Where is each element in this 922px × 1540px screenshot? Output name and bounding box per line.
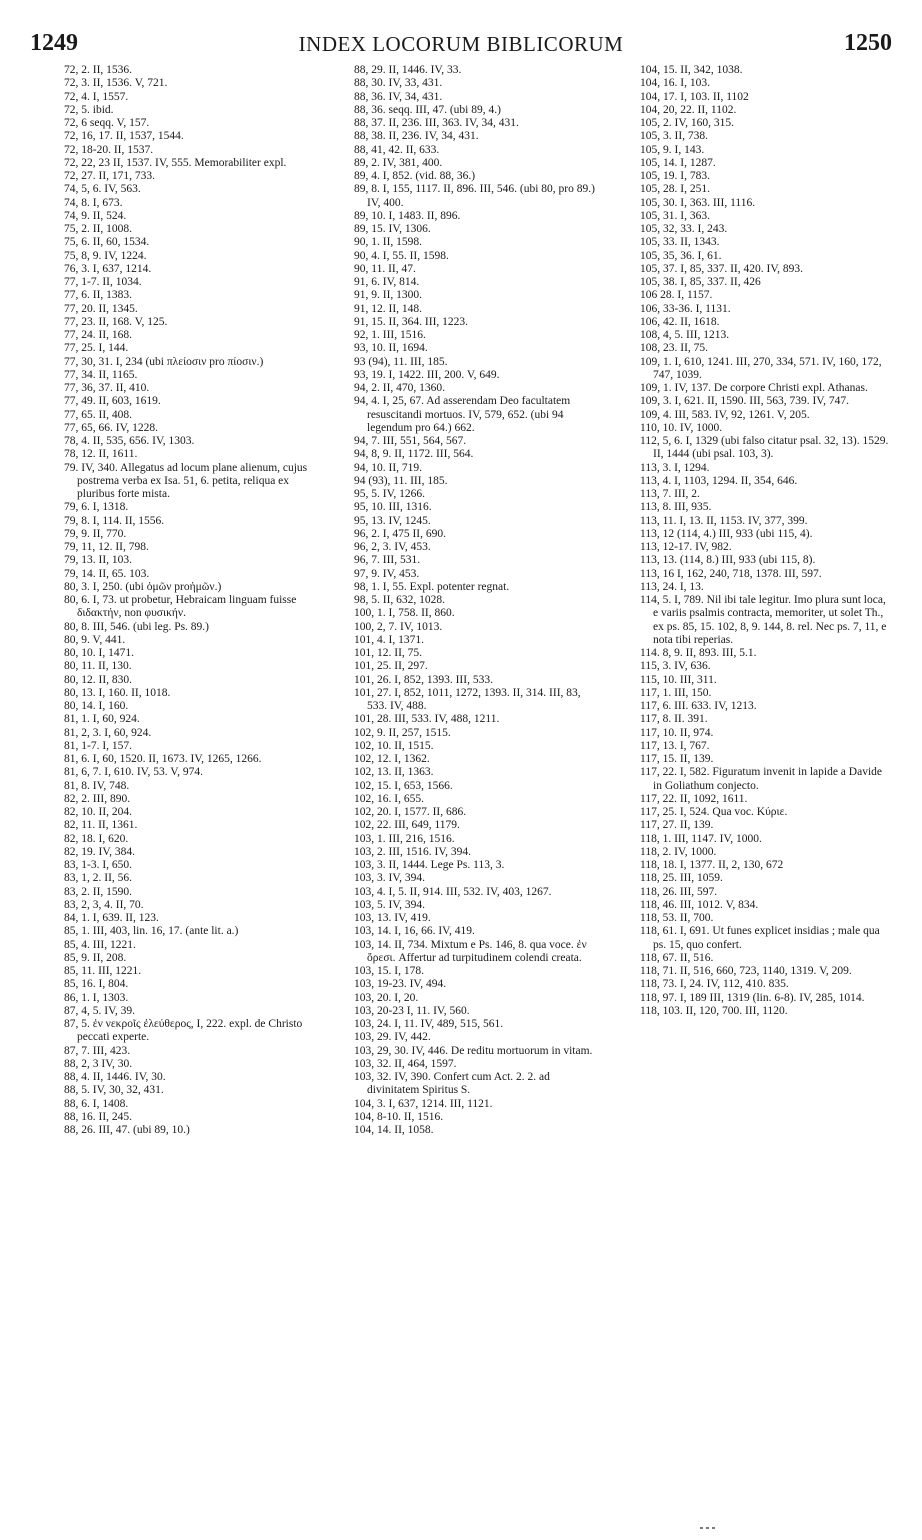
index-entry: 79, 9. II, 770. xyxy=(64,527,127,540)
index-entry: 82, 19. IV, 384. xyxy=(64,845,136,858)
index-entry: 97, 9. IV, 453. xyxy=(354,567,420,580)
index-entry: 80, 12. II, 830. xyxy=(64,673,133,686)
index-entry: 118, 61. I, 691. Ut funes explicet insidias ; male qua ps. 15, quo confert. xyxy=(640,925,880,951)
index-entry: 91, 12. II, 148. xyxy=(354,302,423,315)
index-entry: 85, 16. I, 804. xyxy=(64,978,129,991)
index-entry: 75, 2. II, 1008. xyxy=(64,223,133,235)
index-entry: 118, 67. II, 516. xyxy=(640,951,714,964)
index-entry: 113, 12-17. IV, 982. xyxy=(640,541,732,553)
index-entry: 82, 2. III, 890. xyxy=(64,792,131,805)
index-entry: 72, 22, 23 II, 1537. IV, 555. Memorabiliter expl. xyxy=(64,156,287,169)
index-entry: 109, 1. IV, 137. De corpore Christi expl. Athanas. xyxy=(640,382,868,394)
index-entry: 118, 73. I, 24. IV, 112, 410. 835. xyxy=(640,978,789,991)
index-entry: 77, 65. II, 408. xyxy=(64,408,133,421)
index-entry: 77, 6. II, 1383. xyxy=(64,289,133,302)
index-entry: 83, 1, 2. II, 56. xyxy=(64,872,133,885)
index-entry: 105, 30. I, 363. III, 1116. xyxy=(640,196,756,209)
index-entry: 117, 10. II, 974. xyxy=(640,726,714,739)
index-entry: 105, 37. I, 85, 337. II, 420. IV, 893. xyxy=(640,262,804,275)
index-entry: 76, 3. I, 637, 1214. xyxy=(64,262,152,275)
index-entry: 117, 22. II, 1092, 1611. xyxy=(640,792,748,805)
index-entry: 88, 16. II, 245. xyxy=(64,1110,133,1123)
index-entry: 94, 2. II, 470, 1360. xyxy=(354,382,446,394)
index-entry: 93, 19. I, 1422. III, 200. V, 649. xyxy=(354,368,500,381)
index-entry: 94, 7. III, 551, 564, 567. xyxy=(354,435,467,447)
index-entry: 82, 10. II, 204. xyxy=(64,806,133,818)
index-entry: 101, 26. I, 852, 1393. III, 533. xyxy=(354,673,493,686)
index-entry: 72, 4. I, 1557. xyxy=(64,90,129,103)
index-entry: 102, 16. I, 655. xyxy=(354,792,424,805)
index-entry: 91, 6. IV, 814. xyxy=(354,276,420,288)
index-entry: 72, 18-20. II, 1537. xyxy=(64,143,154,156)
index-entry: 74, 5, 6. IV, 563. xyxy=(64,183,141,196)
index-entry: 75, 8, 9. IV, 1224. xyxy=(64,249,147,262)
index-entry: 94, 4. I, 25, 67. Ad asserendam Deo facultatem resuscitandi mortuos. IV, 579, 652. (ubi 94 legendum pro 64.) 662. xyxy=(354,395,571,434)
index-entry: 117, 27. II, 139. xyxy=(640,819,714,832)
index-entry: 88, 2, 3 IV, 30. xyxy=(64,1057,133,1070)
index-entry: 117, 13. I, 767. xyxy=(640,739,710,752)
index-entry: 80, 6. I, 73. ut probetur, Hebraicam linguam fuisse διδακτήν, non φυσικήν. xyxy=(64,594,297,620)
index-entry: 110, 10. IV, 1000. xyxy=(640,421,723,434)
index-entry: 88, 26. III, 47. (ubi 89, 10.) xyxy=(64,1124,190,1136)
index-entry: 95, 13. IV, 1245. xyxy=(354,514,431,527)
index-entry: 77, 24. II, 168. xyxy=(64,329,133,341)
index-entry: 112, 5, 6. I, 1329 (ubi falso citatur psal. 32, 13). 1529. II, 1444 (ubi psal. 103, 3). xyxy=(640,435,889,461)
index-entry: 85, 11. III, 1221. xyxy=(64,965,142,977)
index-entry: 118, 71. II, 516, 660, 723, 1140, 1319. V, 209. xyxy=(640,965,852,977)
index-entry: 77, 49. II, 603, 1619. xyxy=(64,395,161,408)
index-entry: 105, 38. I, 85, 337. II, 426 xyxy=(640,276,761,288)
index-entry: 77, 36, 37. II, 410. xyxy=(64,382,150,394)
index-column-1 xyxy=(64,64,312,1504)
index-entry: 85, 9. II, 208. xyxy=(64,951,127,964)
index-entry: 87, 7. III, 423. xyxy=(64,1044,131,1057)
index-entry: 81, 6. I, 60, 1520. II, 1673. IV, 1265, 1266. xyxy=(64,753,262,765)
index-entry: 89, 10. I, 1483. II, 896. xyxy=(354,209,461,222)
index-entry: 83, 2, 3, 4. II, 70. xyxy=(64,898,144,911)
index-entry: 105, 14. I, 1287. xyxy=(640,156,716,169)
index-entry: 104, 16. I, 103. xyxy=(640,77,710,90)
index-entry: 92, 1. III, 1516. xyxy=(354,329,426,341)
page-title: INDEX LOCORUM BIBLICORUM xyxy=(298,32,624,56)
index-entry: 100, 2, 7. IV, 1013. xyxy=(354,620,443,633)
index-entry: 80, 14. I, 160. xyxy=(64,700,129,712)
index-entry: 113, 24. I, 13. xyxy=(640,580,704,593)
index-entry: 118, 97. I, 189 III, 1319 (lin. 6-8). IV, 285, 1014. xyxy=(640,991,865,1004)
index-entry: 102, 9. II, 257, 1515. xyxy=(354,726,451,739)
index-entry: 88, 36. IV, 34, 431. xyxy=(354,90,443,103)
index-entry: 87, 5. ἐν νεκροῖς ἐλεύθερος, I, 222. expl. de Christo peccati experte. xyxy=(64,1018,303,1044)
index-entry: 105, 32, 33. I, 243. xyxy=(640,223,728,235)
index-entry: 113, 13. (114, 8.) III, 933 (ubi 115, 8). xyxy=(640,554,816,567)
index-entry: 77, 20. II, 1345. xyxy=(64,302,138,315)
index-entry: 94 (93), 11. III, 185. xyxy=(354,474,448,487)
index-entry: 118, 18. I, 1377. II, 2, 130, 672 xyxy=(640,859,784,871)
index-entry: 109, 4. III, 583. IV, 92, 1261. V, 205. xyxy=(640,408,810,421)
index-entry: 103, 5. IV, 394. xyxy=(354,898,426,911)
index-entry: 90, 4. I, 55. II, 1598. xyxy=(354,249,449,262)
index-entry: 80, 3. I, 250. (ubi ὁμῶν proἡμῶν.) xyxy=(64,580,222,593)
index-entry: 103, 20. I, 20. xyxy=(354,991,419,1004)
index-entry: 88, 37. II, 236. III, 363. IV, 34, 431. xyxy=(354,117,519,129)
index-entry: 77, 23. II, 168. V, 125. xyxy=(64,315,168,328)
index-entry: 72, 27. II, 171, 733. xyxy=(64,170,156,182)
index-entry: 113, 11. I, 13. II, 1153. IV, 377, 399. xyxy=(640,514,808,527)
index-entry: 88, 30. IV, 33, 431. xyxy=(354,77,443,90)
index-entry: 102, 22. III, 649, 1179. xyxy=(354,819,460,832)
index-entry: 88, 41, 42. II, 633. xyxy=(354,143,440,156)
index-entry: 102, 15. I, 653, 1566. xyxy=(354,779,453,792)
index-entry: 102, 10. II, 1515. xyxy=(354,739,434,752)
index-entry: 83, 2. II, 1590. xyxy=(64,885,133,898)
index-entry: 103, 3. IV, 394. xyxy=(354,872,426,885)
index-entry: 109, 1. I, 610, 1241. III, 270, 334, 571. IV, 160, 172, 747, 1039. xyxy=(640,355,882,381)
index-entry: 79, 8. I, 114. II, 1556. xyxy=(64,514,165,527)
index-entry: 103, 13. IV, 419. xyxy=(354,912,431,924)
index-entry: 102, 20. I, 1577. II, 686. xyxy=(354,806,467,818)
index-entry: 88, 4. II, 1446. IV, 30. xyxy=(64,1071,166,1083)
index-entry: 100, 1. I, 758. II, 860. xyxy=(354,607,455,620)
index-entry: 103, 20-23 I, 11. IV, 560. xyxy=(354,1004,470,1017)
index-entry: 105, 3. II, 738. xyxy=(640,130,709,143)
index-column-3 xyxy=(640,64,890,1504)
index-entry: 81, 6, 7. I, 610. IV, 53. V, 974. xyxy=(64,766,203,779)
index-entry: 105, 9. I, 143. xyxy=(640,143,705,156)
index-entry: 102, 12. I, 1362. xyxy=(354,753,430,765)
index-entry: 103, 19-23. IV, 494. xyxy=(354,978,447,991)
index-entry: 91, 15. II, 364. III, 1223. xyxy=(354,315,469,328)
index-entry: 103, 29, 30. IV, 446. De reditu mortuorum in vitam. xyxy=(354,1044,593,1057)
index-entry: 80, 10. I, 1471. xyxy=(64,647,134,659)
index-entry: 113, 4. I, 1103, 1294. II, 354, 646. xyxy=(640,474,798,487)
index-entry: 88, 38. II, 236. IV, 34, 431. xyxy=(354,130,479,143)
index-entry: 108, 23. II, 75. xyxy=(640,342,709,355)
index-entry: 113, 3. I, 1294. xyxy=(640,461,710,474)
index-entry: 101, 27. I, 852, 1011, 1272, 1393. II, 314. III, 83, 533. IV, 488. xyxy=(354,686,581,712)
index-entry: 79, 13. II, 103. xyxy=(64,554,133,567)
index-entry: 113, 12 (114, 4.) III, 933 (ubi 115, 4). xyxy=(640,527,813,540)
index-entry: 106 28. I, 1157. xyxy=(640,289,713,302)
index-entry: 79, 14. II, 65. 103. xyxy=(64,567,150,580)
index-entry: 105, 33. II, 1343. xyxy=(640,236,720,249)
index-entry: 79, 11, 12. II, 798. xyxy=(64,541,149,553)
index-entry: 101, 28. III, 533. IV, 488, 1211. xyxy=(354,713,500,726)
index-entry: 88, 29. II, 1446. IV, 33. xyxy=(354,64,462,76)
index-entry: 103, 32. IV, 390. Confert cum Act. 2. 2. ad divinitatem Spiritus S. xyxy=(354,1071,550,1097)
index-entry: 90, 1. II, 1598. xyxy=(354,236,423,249)
index-entry: 103, 14. II, 734. Mixtum e Ps. 146, 8. qua voce. ἐν ὄρεσι. Affertur ad turpitudinem colendi creata. xyxy=(354,938,587,964)
index-entry: 109, 3. I, 621. II, 1590. III, 563, 739. IV, 747. xyxy=(640,395,850,408)
index-entry: 105, 2. IV, 160, 315. xyxy=(640,117,735,129)
index-entry: 91, 9. II, 1300. xyxy=(354,289,423,302)
index-entry: 89, 8. I, 155, 1117. II, 896. III, 546. (ubi 80, pro 89.) IV, 400. xyxy=(354,183,595,209)
page-number-right: 1250 xyxy=(844,30,892,56)
index-entry: 117, 1. III, 150. xyxy=(640,686,712,699)
index-entry: 102, 13. II, 1363. xyxy=(354,766,434,779)
index-entry: 80, 11. II, 130. xyxy=(64,660,132,673)
index-entry: 81, 2, 3. I, 60, 924. xyxy=(64,726,152,739)
index-entry: 77, 65, 66. IV, 1228. xyxy=(64,421,159,434)
index-entry: 74, 8. I, 673. xyxy=(64,196,123,209)
index-entry: 103, 29. IV, 442. xyxy=(354,1031,431,1044)
index-entry: 93, 10. II, 1694. xyxy=(354,342,428,355)
index-column-2 xyxy=(354,64,598,1504)
index-entry: 104, 20, 22. II, 1102. xyxy=(640,103,737,116)
page-header xyxy=(30,30,892,64)
index-entry: 117, 8. II. 391. xyxy=(640,713,708,726)
index-entry: 104, 17. I, 103. II, 1102 xyxy=(640,90,749,103)
index-entry: 77, 34. II, 1165. xyxy=(64,368,138,381)
index-entry: 96, 2, 3. IV, 453. xyxy=(354,541,431,553)
index-entry: 105, 35, 36. I, 61. xyxy=(640,249,722,262)
index-entry: 88, 5. IV, 30, 32, 431. xyxy=(64,1084,164,1097)
index-entry: 81, 8. IV, 748. xyxy=(64,779,130,792)
index-entry: 72, 16, 17. II, 1537, 1544. xyxy=(64,130,184,143)
index-entry: 93 (94), 11. III, 185. xyxy=(354,355,448,368)
index-entry: 74, 9. II, 524. xyxy=(64,209,127,222)
index-entry: 80, 13. I, 160. II, 1018. xyxy=(64,686,171,699)
index-entry: 88, 36. seqq. III, 47. (ubi 89, 4.) xyxy=(354,103,501,116)
index-entry: 72, 2. II, 1536. xyxy=(64,64,133,76)
index-entry: 101, 12. II, 75. xyxy=(354,647,423,659)
index-entry: 108, 4, 5. III, 1213. xyxy=(640,329,730,341)
index-entry: 81, 1-7. I, 157. xyxy=(64,739,133,752)
index-entry: 72, 5. ibid. xyxy=(64,103,114,116)
index-entry: 104, 15. II, 342, 1038. xyxy=(640,64,743,76)
index-entry: 117, 22. I, 582. Figuratum invenit in lapide a Davide in Goliathum conjecto. xyxy=(640,766,882,792)
index-entry: 103, 24. I, 11. IV, 489, 515, 561. xyxy=(354,1018,504,1030)
index-entry: 104, 3. I, 637, 1214. III, 1121. xyxy=(354,1097,493,1110)
index-entry: 98, 1. I, 55. Expl. potenter regnat. xyxy=(354,580,510,593)
index-entry: 80, 8. III, 546. (ubi leg. Ps. 89.) xyxy=(64,620,210,633)
index-entry: 72, 3. II, 1536. V, 721. xyxy=(64,77,168,90)
index-entry: 118, 25. III, 1059. xyxy=(640,872,723,885)
index-entry: 103, 1. III, 216, 1516. xyxy=(354,832,455,845)
index-entry: 85, 1. III, 403, lin. 16, 17. (ante lit. a.) xyxy=(64,925,239,938)
index-entry: 103, 4. I, 5. II, 914. III, 532. IV, 403, 1267. xyxy=(354,885,552,898)
index-entry: 106, 33-36. I, 1131. xyxy=(640,302,731,315)
index-entry: 113, 8. III, 935. xyxy=(640,501,712,514)
index-entry: 77, 1-7. II, 1034. xyxy=(64,276,142,288)
index-entry: 89, 4. I, 852. (vid. 88, 36.) xyxy=(354,170,476,182)
index-entry: 118, 46. III, 1012. V, 834. xyxy=(640,898,759,911)
index-entry: 96, 2. I, 475 II, 690. xyxy=(354,527,446,540)
index-entry: 98, 5. II, 632, 1028. xyxy=(354,594,446,606)
index-entry: 117, 6. III. 633. IV, 1213. xyxy=(640,700,757,712)
index-entry: 88, 6. I, 1408. xyxy=(64,1097,129,1110)
index-entry: 106, 42. II, 1618. xyxy=(640,315,720,328)
index-entry: 72, 6 seqq. V, 157. xyxy=(64,117,150,129)
index-entry: 94, 10. II, 719. xyxy=(354,461,423,474)
footer-mark xyxy=(700,1516,722,1520)
index-entry: 87, 4, 5. IV, 39. xyxy=(64,1004,136,1017)
index-entry: 104, 14. II, 1058. xyxy=(354,1124,434,1136)
index-entry: 94, 8, 9. II, 1172. III, 564. xyxy=(354,448,474,461)
index-entry: 82, 11. II, 1361. xyxy=(64,819,138,832)
index-entry: 77, 25. I, 144. xyxy=(64,342,129,355)
index-entry: 104, 8-10. II, 1516. xyxy=(354,1110,444,1123)
index-entry: 95, 5. IV, 1266. xyxy=(354,488,426,500)
index-entry: 114. 8, 9. II, 893. III, 5.1. xyxy=(640,647,757,659)
index-entry: 118, 53. II, 700. xyxy=(640,912,714,924)
index-entry: 103, 3. II, 1444. Lege Ps. 113, 3. xyxy=(354,859,505,871)
page-number-left: 1249 xyxy=(30,30,78,56)
index-entry: 86, 1. I, 1303. xyxy=(64,991,129,1004)
index-entry: 89, 2. IV, 381, 400. xyxy=(354,156,443,169)
index-entry: 80, 9. V, 441. xyxy=(64,633,126,646)
index-entry: 105, 31. I, 363. xyxy=(640,209,710,222)
index-entry: 113, 7. III, 2. xyxy=(640,488,700,500)
index-entry: 96, 7. III, 531. xyxy=(354,554,421,567)
index-entry: 118, 26. III, 597. xyxy=(640,885,718,898)
index-entry: 118, 1. III, 1147. IV, 1000. xyxy=(640,832,762,845)
index-entry: 83, 1-3. I, 650. xyxy=(64,859,133,871)
index-entry: 103, 14. I, 16, 66. IV, 419. xyxy=(354,925,475,938)
index-entry: 101, 25. II, 297. xyxy=(354,660,428,673)
index-entry: 115, 10. III, 311. xyxy=(640,673,717,686)
index-entry: 78, 4. II, 535, 656. IV, 1303. xyxy=(64,435,195,447)
index-entry: 82, 18. I, 620. xyxy=(64,832,129,845)
index-entry: 105, 19. I, 783. xyxy=(640,170,710,182)
index-entry: 79. IV, 340. Allegatus ad locum plane alienum, cujus postrema verba ex Isa. 51, 6. petita, reliqua ex pluribus forte mista. xyxy=(64,461,308,500)
index-entry: 103, 32. II, 464, 1597. xyxy=(354,1057,457,1070)
index-entry: 79, 6. I, 1318. xyxy=(64,501,129,514)
index-entry: 114, 5. I, 789. Nil ibi tale legitur. Imo plura sunt loca, e variis psalmis contracta, memoriter, ut solet Th., ex ps. 85, 15. 102, 8, 9. 144, 8. rel. Nec ps. 7, 11, e nota tibi reperias. xyxy=(640,594,887,646)
index-entry: 90, 11. II, 47. xyxy=(354,262,416,275)
index-entry: 113, 16 I, 162, 240, 718, 1378. III, 597. xyxy=(640,567,822,580)
index-entry: 103, 15. I, 178. xyxy=(354,965,424,977)
index-entry: 101, 4. I, 1371. xyxy=(354,633,424,646)
index-entry: 89, 15. IV, 1306. xyxy=(354,223,431,235)
index-entry: 115, 3. IV, 636. xyxy=(640,660,711,673)
index-entry: 78, 12. II, 1611. xyxy=(64,448,138,461)
index-entry: 103, 2. III, 1516. IV, 394. xyxy=(354,845,472,858)
index-entry: 118, 103. II, 120, 700. III, 1120. xyxy=(640,1004,788,1017)
index-entry: 77, 30, 31. I, 234 (ubi πλείοσιν pro πίοσιν.) xyxy=(64,355,264,368)
index-entry: 81, 1. I, 60, 924. xyxy=(64,713,140,726)
index-entry: 84, 1. I, 639. II, 123. xyxy=(64,912,159,924)
index-entry: 85, 4. III, 1221. xyxy=(64,938,136,951)
index-entry: 117, 25. I, 524. Qua voc. Κύριε. xyxy=(640,806,788,818)
index-entry: 117, 15. II, 139. xyxy=(640,753,714,765)
index-entry: 95, 10. III, 1316. xyxy=(354,501,432,514)
index-entry: 118, 2. IV, 1000. xyxy=(640,845,717,858)
index-entry: 105, 28. I, 251. xyxy=(640,183,710,196)
index-entry: 75, 6. II, 60, 1534. xyxy=(64,236,150,249)
